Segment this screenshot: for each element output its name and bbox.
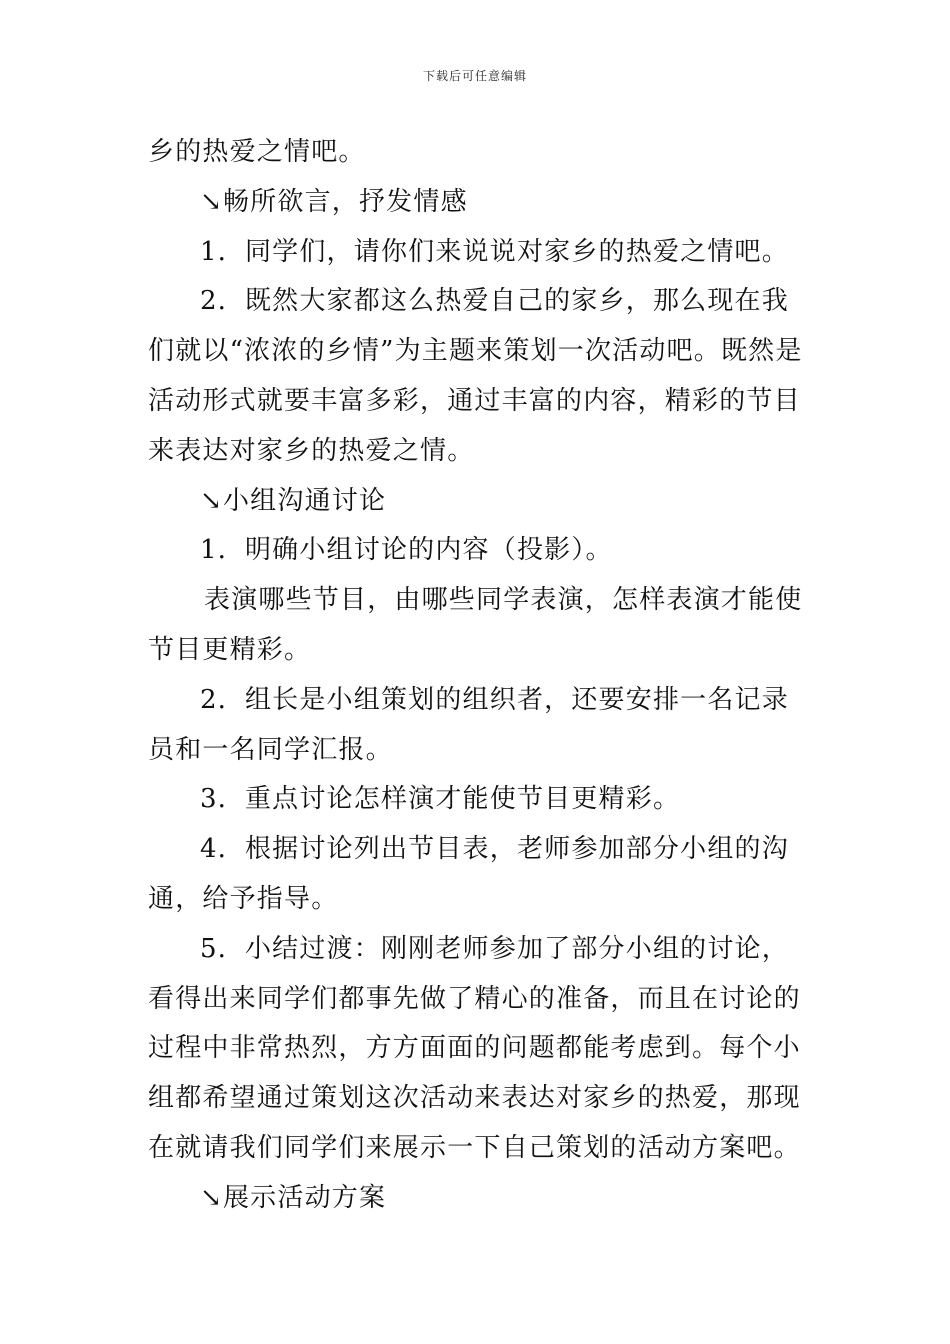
paragraph-item-1: 1．同学们，请你们来说说对家乡的热爱之情吧。: [200, 236, 789, 267]
paragraph-discussion-item-5: 5．小结过渡：刚刚老师参加了部分小组的讨论，看得出来同学们都事先做了精心的准备，而且在讨论的过程中非常热烈，方方面面的问题都能考虑到。每个小组都希望通过策划这次活动来表达对家乡的热爱，那现在就请我们同学们来展示一下自己策划的活动方案吧。: [148, 933, 801, 1163]
header-note: 下载后可任意编辑: [422, 69, 527, 83]
paragraph-discussion-item-2: 2．组长是小组策划的组织者，还要安排一名记录员和一名同学汇报。: [148, 684, 789, 765]
paragraph-discussion-item-4: 4．根据讨论列出节目表，老师参加部分小组的沟通，给予指导。: [148, 834, 789, 914]
section-heading-express-feelings: ↘畅所欲言，抒发情感: [200, 186, 468, 217]
paragraph-discussion-item-1: 1．明确小组讨论的内容（投影）。: [200, 535, 613, 566]
paragraph-item-2: 2．既然大家都这么热爱自己的家乡，那么现在我们就以“浓浓的乡情”为主题来策划一次活动吧。既然是活动形式就要丰富多彩，通过丰富的内容，精彩的节目来表达对家乡的热爱之情。: [148, 286, 803, 466]
section-heading-group-discussion: ↘小组沟通讨论: [200, 485, 387, 516]
paragraph-discussion-detail: 表演哪些节目，由哪些同学表演，怎样表演才能使节目更精彩。: [148, 585, 803, 665]
document-body: [148, 128, 810, 1224]
section-heading-show-plan: ↘展示活动方案: [200, 1182, 387, 1213]
paragraph-continuation: 乡的热爱之情吧。: [148, 137, 366, 167]
paragraph-discussion-item-3: 3．重点讨论怎样演才能使节目更精彩。: [200, 784, 681, 815]
